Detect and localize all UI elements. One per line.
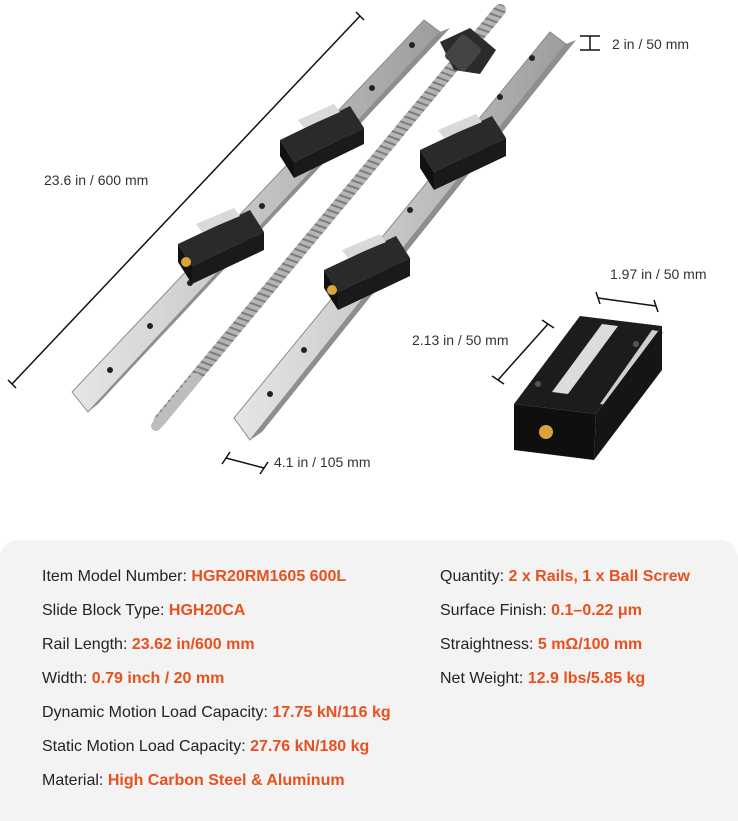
rail-length-label: 23.6 in / 600 mm [44,172,149,188]
slide-block-left-upper [280,104,364,178]
spec-rail-length: Rail Length: 23.62 in/600 mm [42,636,255,653]
spec-width: Width: 0.79 inch / 20 mm [42,670,225,687]
spec-dynamic-load: Dynamic Motion Load Capacity: 17.75 kN/116 kg [42,704,391,721]
spec-static-load: Static Motion Load Capacity: 27.76 kN/180 kg [42,738,370,755]
ball-screw [156,10,500,426]
left-rail [72,20,450,412]
spec-straightness: Straightness: 5 mΩ/100 mm [440,636,643,653]
block-depth-label: 2.13 in / 50 mm [412,332,509,348]
block-width-label: 1.97 in / 50 mm [610,266,707,282]
block-height-label: 2 in / 50 mm [612,36,690,52]
specifications-panel [0,540,738,821]
spec-material: Material: High Carbon Steel & Aluminum [42,772,345,789]
rail-spacing-label: 4.1 in / 105 mm [274,454,371,470]
spec-surface-finish: Surface Finish: 0.1–0.22 μm [440,602,642,619]
spec-slide-block-type: Slide Block Type: HGH20CA [42,602,246,619]
spec-quantity: Quantity: 2 x Rails, 1 x Ball Screw [440,568,690,585]
spec-net-weight: Net Weight: 12.9 lbs/5.85 kg [440,670,646,687]
right-rail [234,32,576,440]
spec-model-number: Item Model Number: HGR20RM1605 600L [42,568,347,585]
